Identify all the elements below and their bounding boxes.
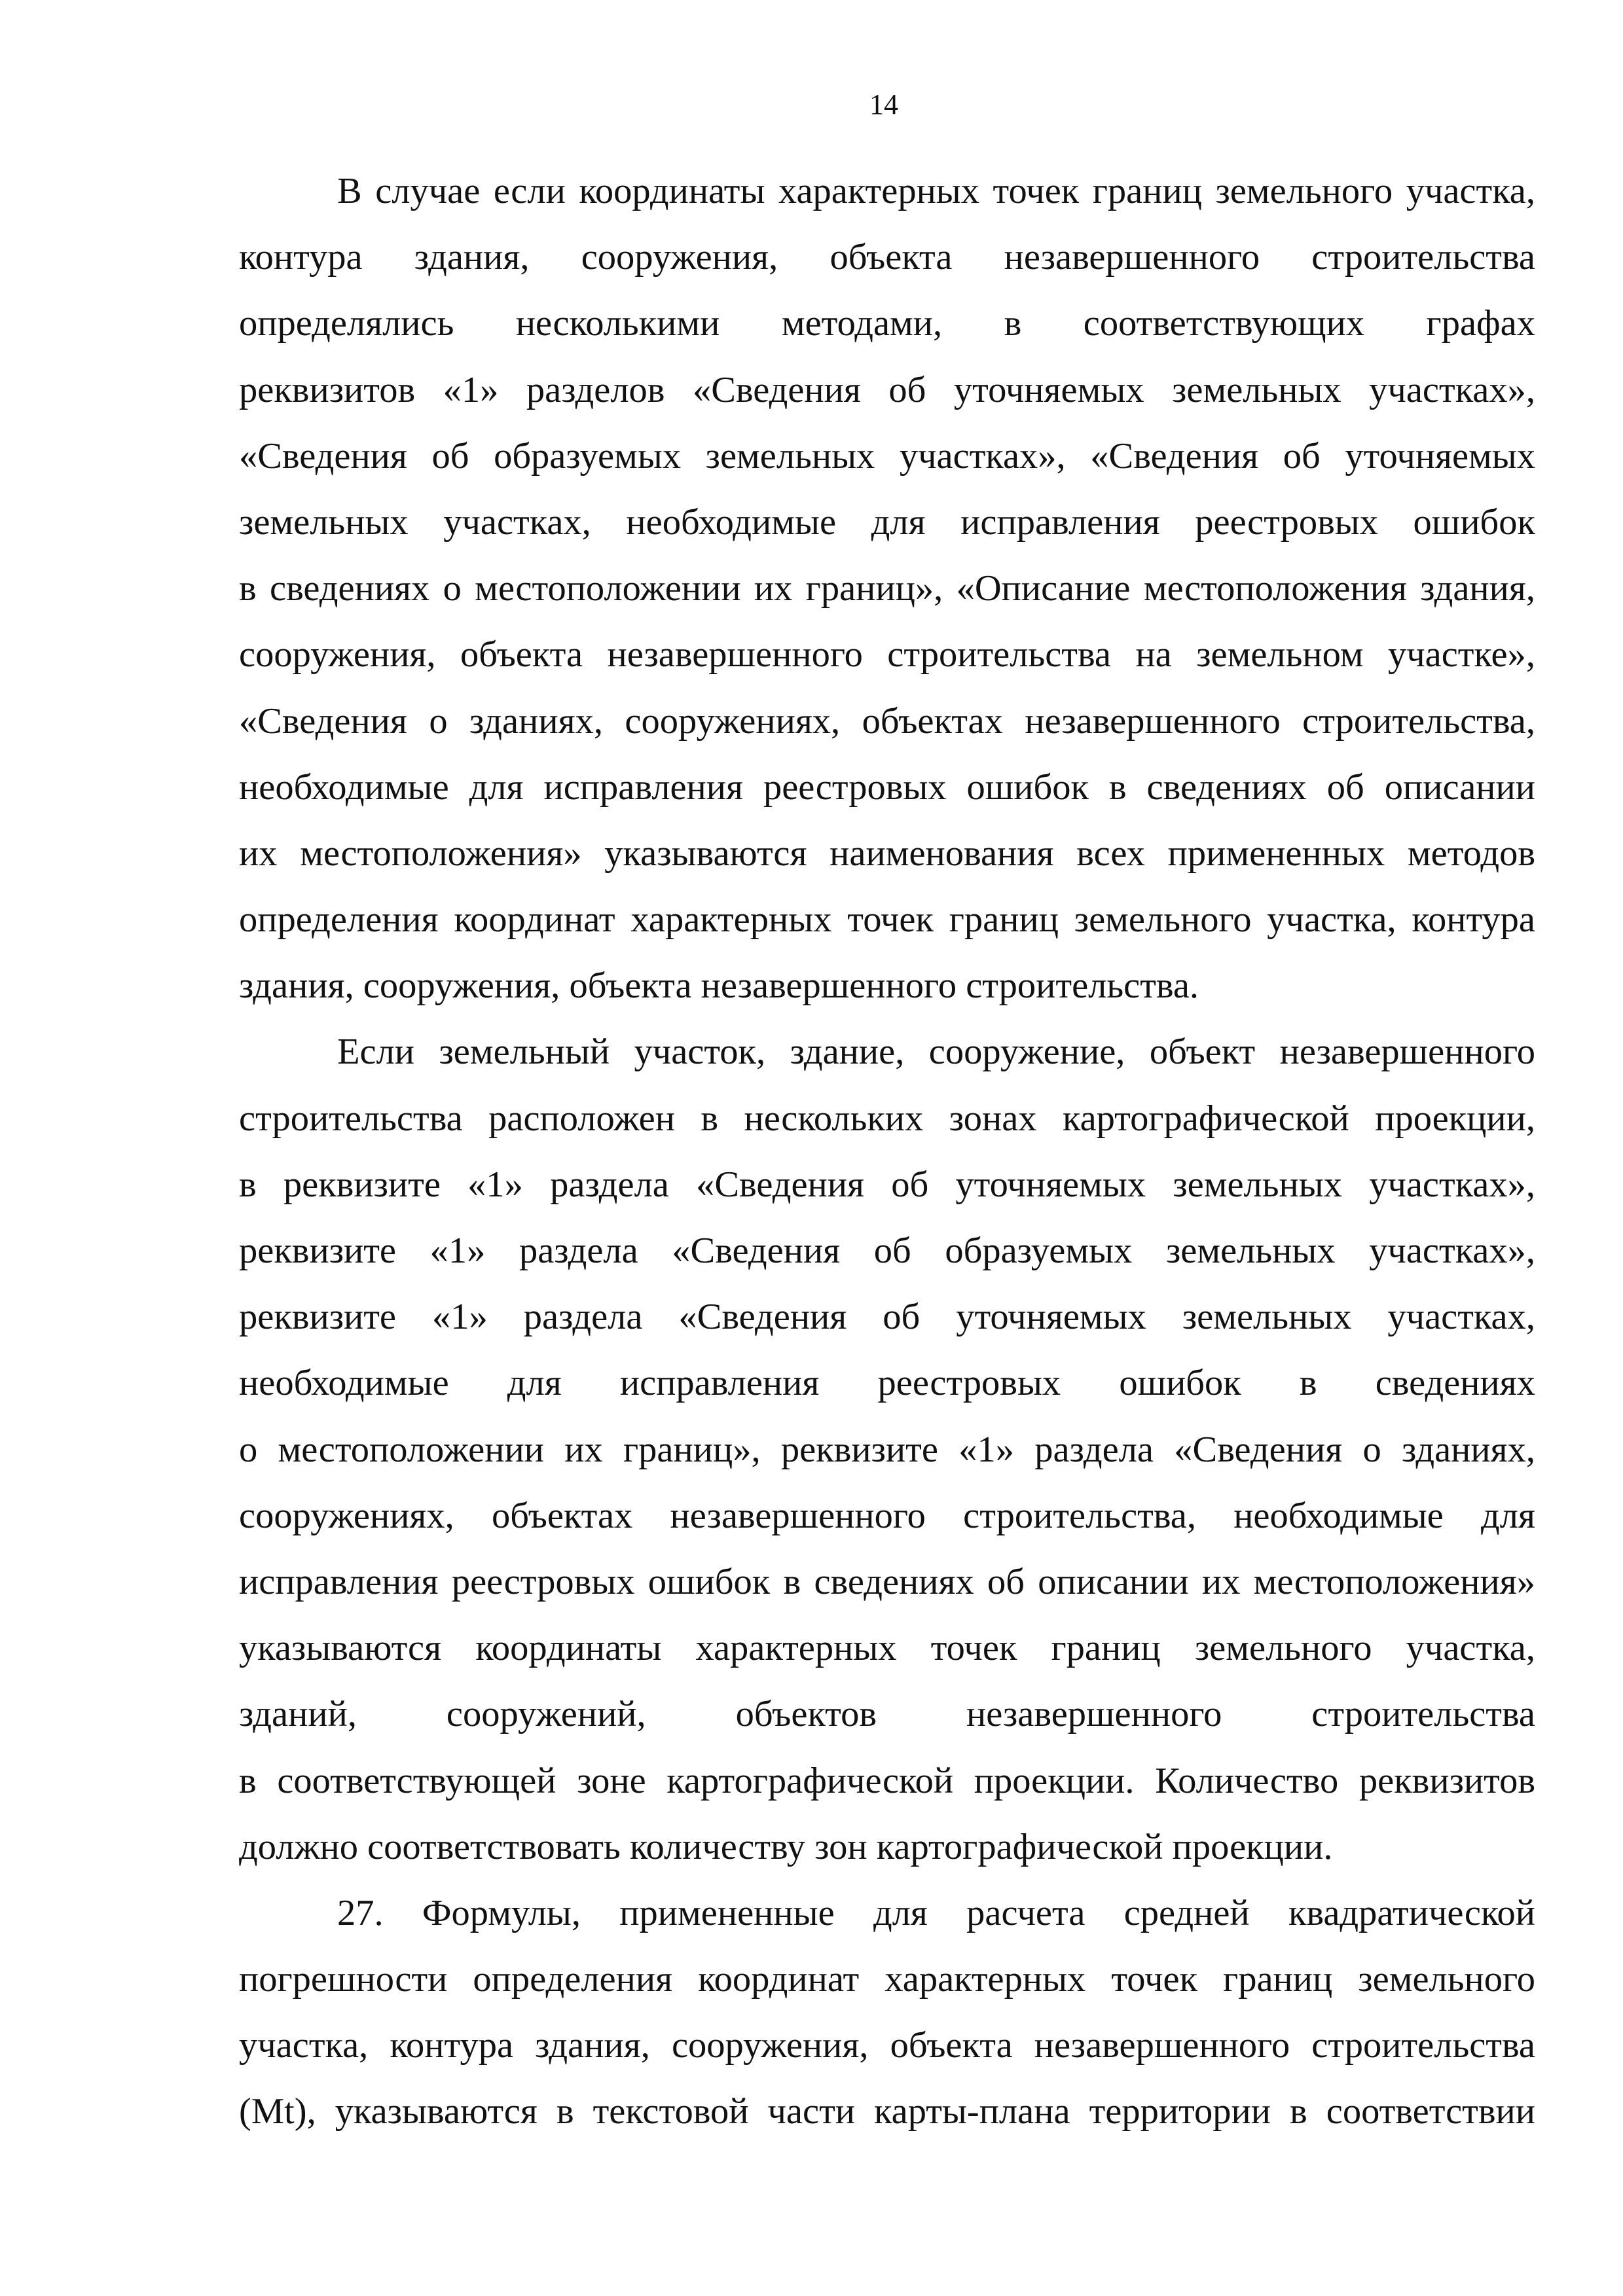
paragraph-3-line-4: (Mt), указываются в текстовой части карты-плана территории в соответствии bbox=[239, 2091, 1535, 2132]
paragraph-3-line-2: погрешности определения координат характерных точек границ земельного bbox=[239, 1959, 1535, 2000]
paragraph-2-line-5: реквизите «1» раздела «Сведения об уточняемых земельных участках, bbox=[239, 1297, 1535, 1338]
paragraph-1-line-2: контура здания, сооружения, объекта незавершенного строительства bbox=[239, 237, 1535, 278]
paragraph-1-line-10: необходимые для исправления реестровых ошибок в сведениях об описании bbox=[239, 766, 1535, 808]
paragraph-2-line-10: указываются координаты характерных точек границ земельного участка, bbox=[239, 1628, 1535, 1669]
paragraph-1-line-1: В случае если координаты характерных точек границ земельного участка, bbox=[337, 171, 1535, 211]
page-number: 14 bbox=[869, 88, 898, 120]
paragraph-2-line-2: строительства расположен в нескольких зонах картографической проекции, bbox=[239, 1098, 1535, 1139]
paragraph-1-line-6: земельных участках, необходимые для исправления реестровых ошибок bbox=[239, 501, 1535, 543]
paragraph-2-line-9: исправления реестровых ошибок в сведениях об описании их местоположения» bbox=[239, 1561, 1535, 1602]
paragraph-1-line-13: здания, сооружения, объекта незавершенного строительства. bbox=[239, 965, 1199, 1007]
paragraph-1-line-4: реквизитов «1» разделов «Сведения об уточняемых земельных участках», bbox=[239, 369, 1535, 410]
paragraph-2-line-3: в реквизите «1» раздела «Сведения об уточняемых земельных участках», bbox=[239, 1164, 1535, 1205]
paragraph-1-line-9: «Сведения о зданиях, сооружениях, объектах незавершенного строительства, bbox=[239, 700, 1535, 742]
paragraph-2-line-11: зданий, сооружений, объектов незавершенного строительства bbox=[239, 1694, 1535, 1735]
paragraph-1-line-11: их местоположения» указываются наименования всех примененных методов bbox=[239, 833, 1535, 874]
paragraph-2-line-12: в соответствующей зоне картографической проекции. Количество реквизитов bbox=[239, 1760, 1535, 1801]
paragraph-2-line-4: реквизите «1» раздела «Сведения об образуемых земельных участках», bbox=[239, 1230, 1535, 1271]
document-body bbox=[239, 158, 1535, 2145]
paragraph-2-line-7: о местоположении их границ», реквизите «1» раздела «Сведения о зданиях, bbox=[239, 1429, 1535, 1470]
paragraph-1-line-3: определялись несколькими методами, в соответствующих графах bbox=[239, 303, 1535, 344]
paragraph-2-line-1: Если земельный участок, здание, сооружение, объект незавершенного bbox=[337, 1031, 1535, 1073]
paragraph-2-line-8: сооружениях, объектах незавершенного строительства, необходимые для bbox=[239, 1495, 1535, 1536]
paragraph-2-line-6: необходимые для исправления реестровых ошибок в сведениях bbox=[239, 1363, 1535, 1404]
paragraph-1-line-5: «Сведения об образуемых земельных участках», «Сведения об уточняемых bbox=[239, 435, 1535, 476]
paragraph-3-line-1: 27. Формулы, примененные для расчета средней квадратической bbox=[337, 1892, 1535, 1933]
paragraph-1-line-12: определения координат характерных точек границ земельного участка, контура bbox=[239, 899, 1535, 941]
paragraph-2-line-13: должно соответствовать количеству зон картографической проекции. bbox=[239, 1826, 1333, 1867]
paragraph-3-line-3: участка, контура здания, сооружения, объекта незавершенного строительства bbox=[239, 2025, 1535, 2066]
paragraph-1-line-8: сооружения, объекта незавершенного строительства на земельном участке», bbox=[239, 634, 1535, 675]
paragraph-1-line-7: в сведениях о местоположении их границ», «Описание местоположения здания, bbox=[239, 568, 1535, 609]
